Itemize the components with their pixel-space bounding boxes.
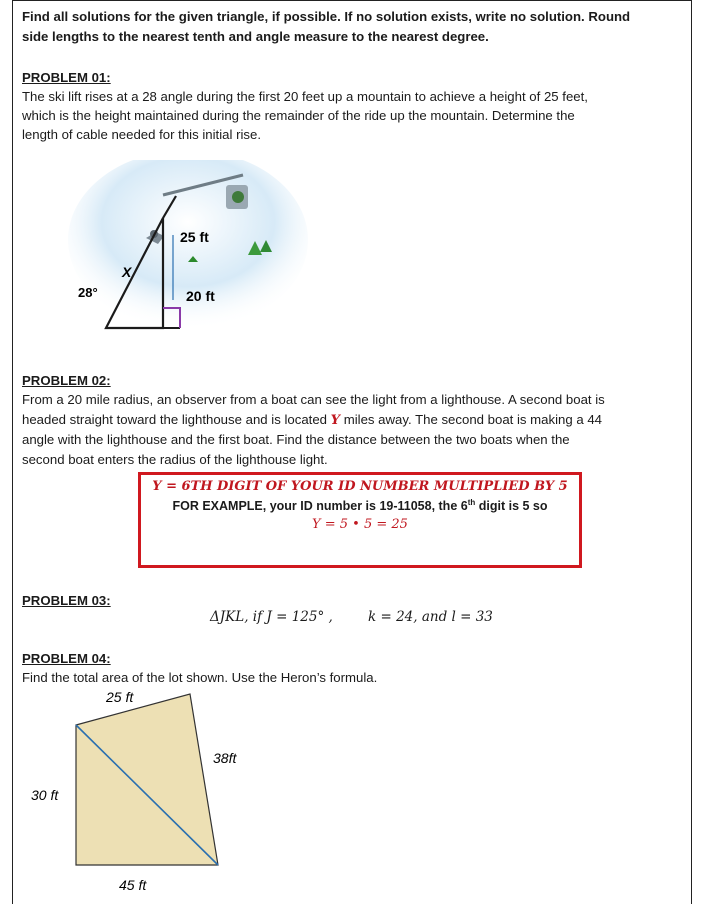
- chair-lift-icon: [226, 185, 248, 209]
- callout-line-2: FOR EXAMPLE, your ID number is 19-11058, the 6th digit is 5 so: [172, 498, 548, 514]
- problem-02-line-3: angle with the lighthouse and the first boat. Find the distance between the two boats when the: [22, 432, 570, 447]
- x-label: X: [122, 264, 132, 280]
- height-label: 25 ft: [180, 229, 209, 245]
- top-side-label: 25 ft: [106, 689, 134, 705]
- ski-lift-figure: [68, 160, 308, 350]
- problem-03-expression-a: ΔJKL, if J = 125° ,: [210, 609, 333, 625]
- problem-03-heading: PROBLEM 03:: [22, 593, 111, 608]
- sky-background: [68, 160, 308, 330]
- left-side-label: 30 ft: [31, 787, 59, 803]
- angle-label: 28°: [78, 285, 98, 300]
- problem-01-line-1: The ski lift rises at a 28 angle during the first 20 feet up a mountain to achieve a height of 25 feet,: [22, 89, 588, 104]
- problem-02-line-4: second boat enters the radius of the lighthouse light.: [22, 452, 328, 467]
- problem-03-expression-b: k = 24, and l = 33: [368, 609, 493, 625]
- right-side-label: 38ft: [213, 750, 237, 766]
- problem-01-heading: PROBLEM 01:: [22, 70, 111, 85]
- instructions-line-1: Find all solutions for the given triangle, if possible. If no solution exists, write no solution. Round: [22, 9, 631, 24]
- lot-quadrilateral: [76, 694, 218, 865]
- callout-line-3: Y = 5 • 5 = 25: [312, 517, 408, 532]
- base-label: 20 ft: [186, 288, 215, 304]
- problem-01-line-3: length of cable needed for this initial rise.: [22, 127, 261, 142]
- instructions-line-2: side lengths to the nearest tenth and angle measure to the nearest degree.: [22, 29, 489, 44]
- callout-line-1: Y = 6TH DIGIT OF YOUR ID NUMBER MULTIPLIED BY 5: [152, 479, 568, 494]
- problem-02-line-2: headed straight toward the lighthouse and is located Y miles away. The second boat is making a 44: [22, 412, 603, 428]
- problem-01-line-2: which is the height maintained during the remainder of the ride up the mountain. Determine the: [22, 108, 575, 123]
- id-callout-box: [138, 472, 582, 568]
- bottom-side-label: 45 ft: [119, 877, 147, 893]
- problem-02-line-1: From a 20 mile radius, an observer from a boat can see the light from a lighthouse. A second boat is: [22, 392, 605, 407]
- problem-04-heading: PROBLEM 04:: [22, 651, 111, 666]
- problem-04-text: Find the total area of the lot shown. Use the Heron’s formula.: [22, 670, 378, 685]
- lot-figure: [0, 680, 300, 904]
- problem-02-heading: PROBLEM 02:: [22, 373, 111, 388]
